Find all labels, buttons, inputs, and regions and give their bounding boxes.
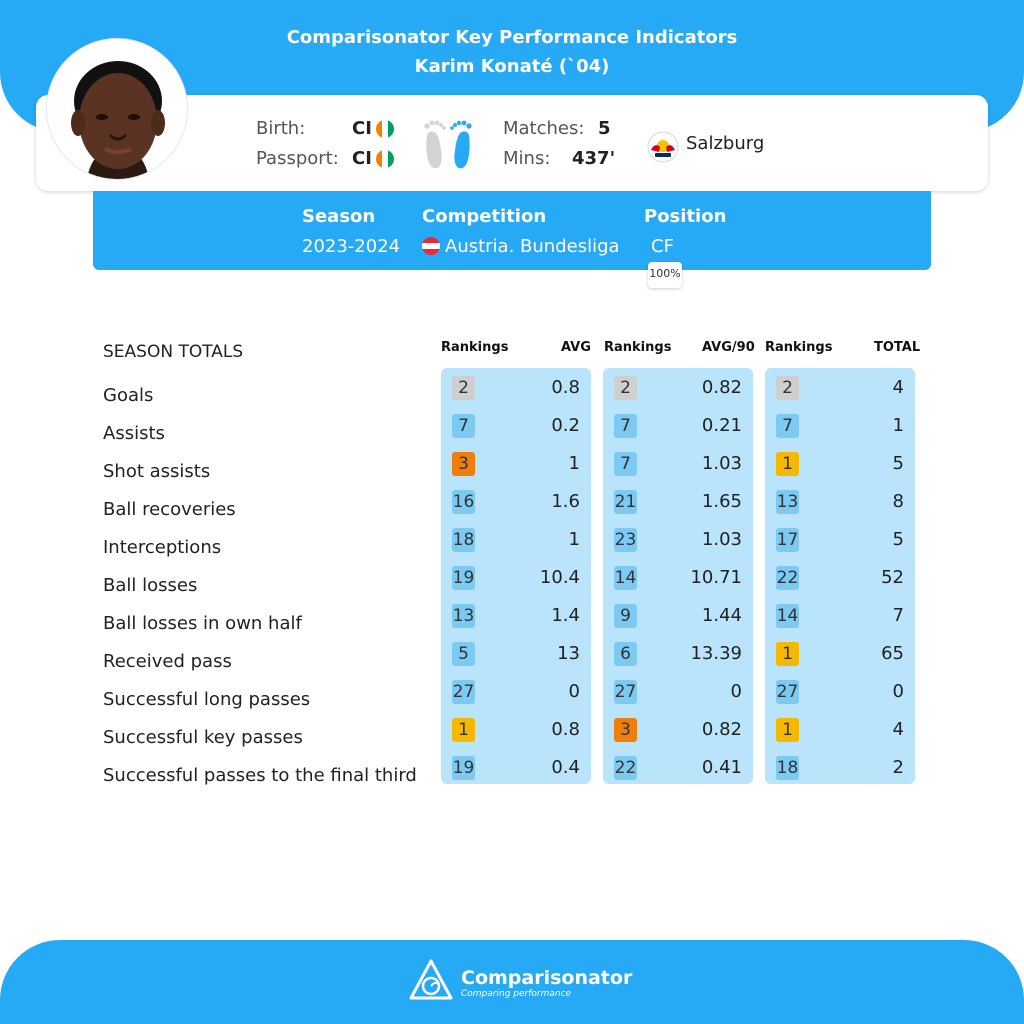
rank-badge: 7 — [614, 414, 637, 438]
passport-country: CI — [352, 148, 372, 169]
stat-label: Assists — [103, 423, 165, 444]
player-avatar — [46, 38, 188, 180]
rank-badge: 1 — [452, 718, 475, 742]
stat-label: Interceptions — [103, 537, 222, 558]
stat-value: 10.71 — [690, 567, 742, 588]
stat-label: Shot assists — [103, 461, 211, 482]
stat-value: 0.41 — [701, 757, 742, 778]
passport-label: Passport: — [256, 148, 339, 169]
mins-label: Mins: — [503, 148, 551, 169]
club-logo-icon — [646, 130, 680, 168]
rank-badge: 27 — [614, 682, 637, 702]
rank-badge: 19 — [452, 568, 475, 588]
season-value: 2023-2024 — [302, 236, 401, 257]
stat-value: 52 — [881, 567, 904, 588]
rank-badge: 1 — [776, 452, 799, 476]
brand-tagline: Comparing performance — [461, 989, 572, 999]
stat-value: 1.03 — [701, 453, 742, 474]
stat-value: 13.39 — [690, 643, 742, 664]
rank-badge: 19 — [452, 758, 475, 778]
stat-value: 65 — [881, 643, 904, 664]
stat-value: 13 — [557, 643, 580, 664]
stat-value: 0.82 — [701, 377, 742, 398]
rank-badge: 14 — [614, 568, 637, 588]
stat-label: Successful passes to the final third — [103, 765, 417, 786]
ivory-coast-flag-icon — [376, 150, 394, 168]
stat-value: 1.44 — [701, 605, 742, 626]
stat-value: 0.8 — [551, 719, 580, 740]
stat-value: 0.8 — [551, 377, 580, 398]
rank-badge: 16 — [452, 492, 475, 512]
rank-badge: 23 — [614, 530, 637, 550]
competition-label: Competition — [422, 206, 547, 227]
rank-badge: 9 — [614, 604, 637, 628]
rank-badge: 6 — [614, 642, 637, 666]
rank-badge: 1 — [776, 718, 799, 742]
position-label: Position — [644, 206, 727, 227]
season-info-band — [93, 191, 931, 270]
rank-badge: 2 — [776, 376, 799, 400]
stat-value: 5 — [892, 529, 904, 550]
stat-value: 1 — [568, 453, 580, 474]
birth-label: Birth: — [256, 118, 306, 139]
stat-value: 1 — [568, 529, 580, 550]
rank-badge: 18 — [776, 758, 799, 778]
stat-value: 0.21 — [701, 415, 742, 436]
competition-value: Austria. Bundesliga — [445, 236, 620, 257]
rank-badge: 7 — [452, 414, 475, 438]
stat-value: 1.4 — [551, 605, 580, 626]
rank-badge: 17 — [776, 530, 799, 550]
stat-value: 1.65 — [701, 491, 742, 512]
stat-label: Successful long passes — [103, 689, 311, 710]
stat-value: 10.4 — [539, 567, 580, 588]
rank-badge: 21 — [614, 492, 637, 512]
stat-value: 0.2 — [551, 415, 580, 436]
stat-value: 5 — [892, 453, 904, 474]
stat-value: 1.03 — [701, 529, 742, 550]
stat-label: Received pass — [103, 651, 232, 672]
stat-value: 2 — [892, 757, 904, 778]
rank-badge: 13 — [452, 606, 475, 626]
stat-value: 0.82 — [701, 719, 742, 740]
rank-badge: 1 — [776, 642, 799, 666]
column-header-rankings: Rankings — [441, 340, 509, 355]
stat-label: Ball losses — [103, 575, 198, 596]
column-header-rankings: Rankings — [604, 340, 672, 355]
rank-badge: 22 — [776, 568, 799, 588]
rank-badge: 7 — [776, 414, 799, 438]
rank-badge: 5 — [452, 642, 475, 666]
club-name: Salzburg — [686, 133, 765, 154]
stat-value: 4 — [892, 377, 904, 398]
stat-value: 1 — [892, 415, 904, 436]
season-label: Season — [302, 206, 376, 227]
rank-badge: 3 — [614, 718, 637, 742]
rank-badge: 27 — [452, 682, 475, 702]
stat-label: Goals — [103, 385, 154, 406]
stat-value: 1.6 — [551, 491, 580, 512]
rank-badge: 13 — [776, 492, 799, 512]
column-header-total: TOTAL — [874, 340, 921, 355]
stat-label: Ball recoveries — [103, 499, 236, 520]
rank-badge: 7 — [614, 452, 637, 476]
stat-value: 0 — [892, 681, 904, 702]
footedness-icon — [418, 113, 478, 177]
rank-badge: 27 — [776, 682, 799, 702]
column-header-avg90: AVG/90 — [702, 340, 755, 355]
rank-badge: 22 — [614, 758, 637, 778]
column-header-avg: AVG — [561, 340, 591, 355]
stat-value: 7 — [892, 605, 904, 626]
mins-value: 437' — [572, 148, 616, 169]
birth-country: CI — [352, 118, 372, 139]
column-header-rankings: Rankings — [765, 340, 833, 355]
rank-badge: 3 — [452, 452, 475, 476]
position-value: CF — [651, 236, 674, 257]
stat-value: 0 — [568, 681, 580, 702]
austria-flag-icon — [422, 237, 440, 255]
stat-label: Successful key passes — [103, 727, 303, 748]
rank-badge: 18 — [452, 530, 475, 550]
stat-value: 0.4 — [551, 757, 580, 778]
season-totals-title: SEASON TOTALS — [103, 342, 244, 362]
position-percentage: 100% — [648, 262, 682, 288]
rank-badge: 2 — [614, 376, 637, 400]
rank-badge: 14 — [776, 606, 799, 626]
stat-value: 0 — [730, 681, 742, 702]
ivory-coast-flag-icon — [376, 120, 394, 138]
brand-name: Comparisonator — [461, 967, 633, 989]
stat-label: Ball losses in own half — [103, 613, 302, 634]
stat-value: 4 — [892, 719, 904, 740]
stat-value: 8 — [892, 491, 904, 512]
matches-label: Matches: — [503, 118, 585, 139]
player-name: Karim Konaté (`04) — [414, 56, 610, 77]
rank-badge: 2 — [452, 376, 475, 400]
matches-value: 5 — [598, 118, 611, 139]
comparisonator-logo-icon — [408, 958, 454, 1008]
report-title: Comparisonator Key Performance Indicators — [286, 27, 738, 48]
